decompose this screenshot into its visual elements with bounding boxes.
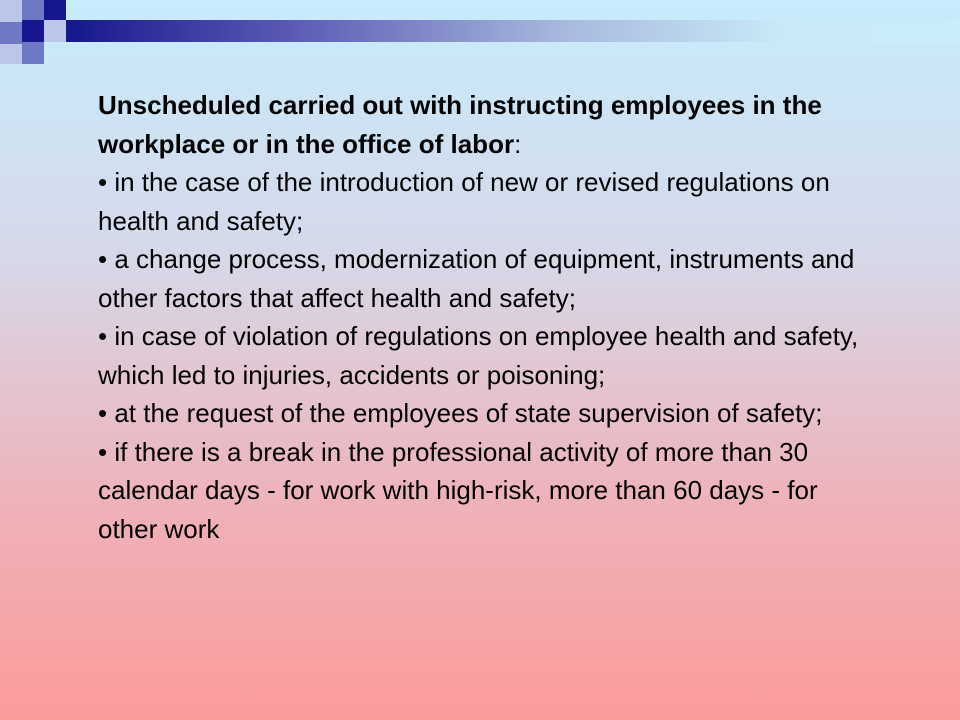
decor-square-dark xyxy=(22,20,44,42)
bullet-item xyxy=(98,394,878,433)
bullet-text: in the case of the introduction of new or revised regulations on health and safety; xyxy=(98,167,830,236)
bullet-text: at the request of the employees of state supervision of safety; xyxy=(114,398,823,428)
bullet-item xyxy=(98,163,878,240)
bullet-marker: • xyxy=(98,244,108,274)
decor-square-medium xyxy=(22,42,44,64)
bullet-text: a change process, modernization of equipment, instruments and other factors that affect health and safety; xyxy=(98,244,855,313)
decor-square-light xyxy=(44,20,66,42)
header-gradient-bar xyxy=(66,20,960,42)
lead-colon: : xyxy=(514,128,522,159)
bullet-marker: • xyxy=(98,436,108,467)
decor-square-medium xyxy=(0,22,22,44)
bullet-item xyxy=(98,240,878,317)
bullet-text: if there is a break in the professional activity of more than 30 calendar days - for work with high-risk, more than 60 days - for other work xyxy=(98,436,818,544)
bullet-marker: • xyxy=(98,167,108,197)
bullet-marker: • xyxy=(98,398,108,428)
decor-square-medium xyxy=(22,0,44,22)
decor-square-dark xyxy=(44,0,66,22)
decor-square-light xyxy=(0,0,22,22)
lead-text: Unscheduled carried out with instructing employees in the workplace or in the office of labor xyxy=(98,90,822,159)
bullet-item xyxy=(98,433,878,549)
slide-body xyxy=(98,86,878,548)
lead-paragraph xyxy=(98,86,878,163)
bullet-item xyxy=(98,317,878,394)
decor-square-light xyxy=(0,44,22,64)
bullet-text: in case of violation of regulations on employee health and safety, which led to injuries, accidents or poisoning; xyxy=(98,321,859,390)
bullet-marker: • xyxy=(98,321,108,351)
